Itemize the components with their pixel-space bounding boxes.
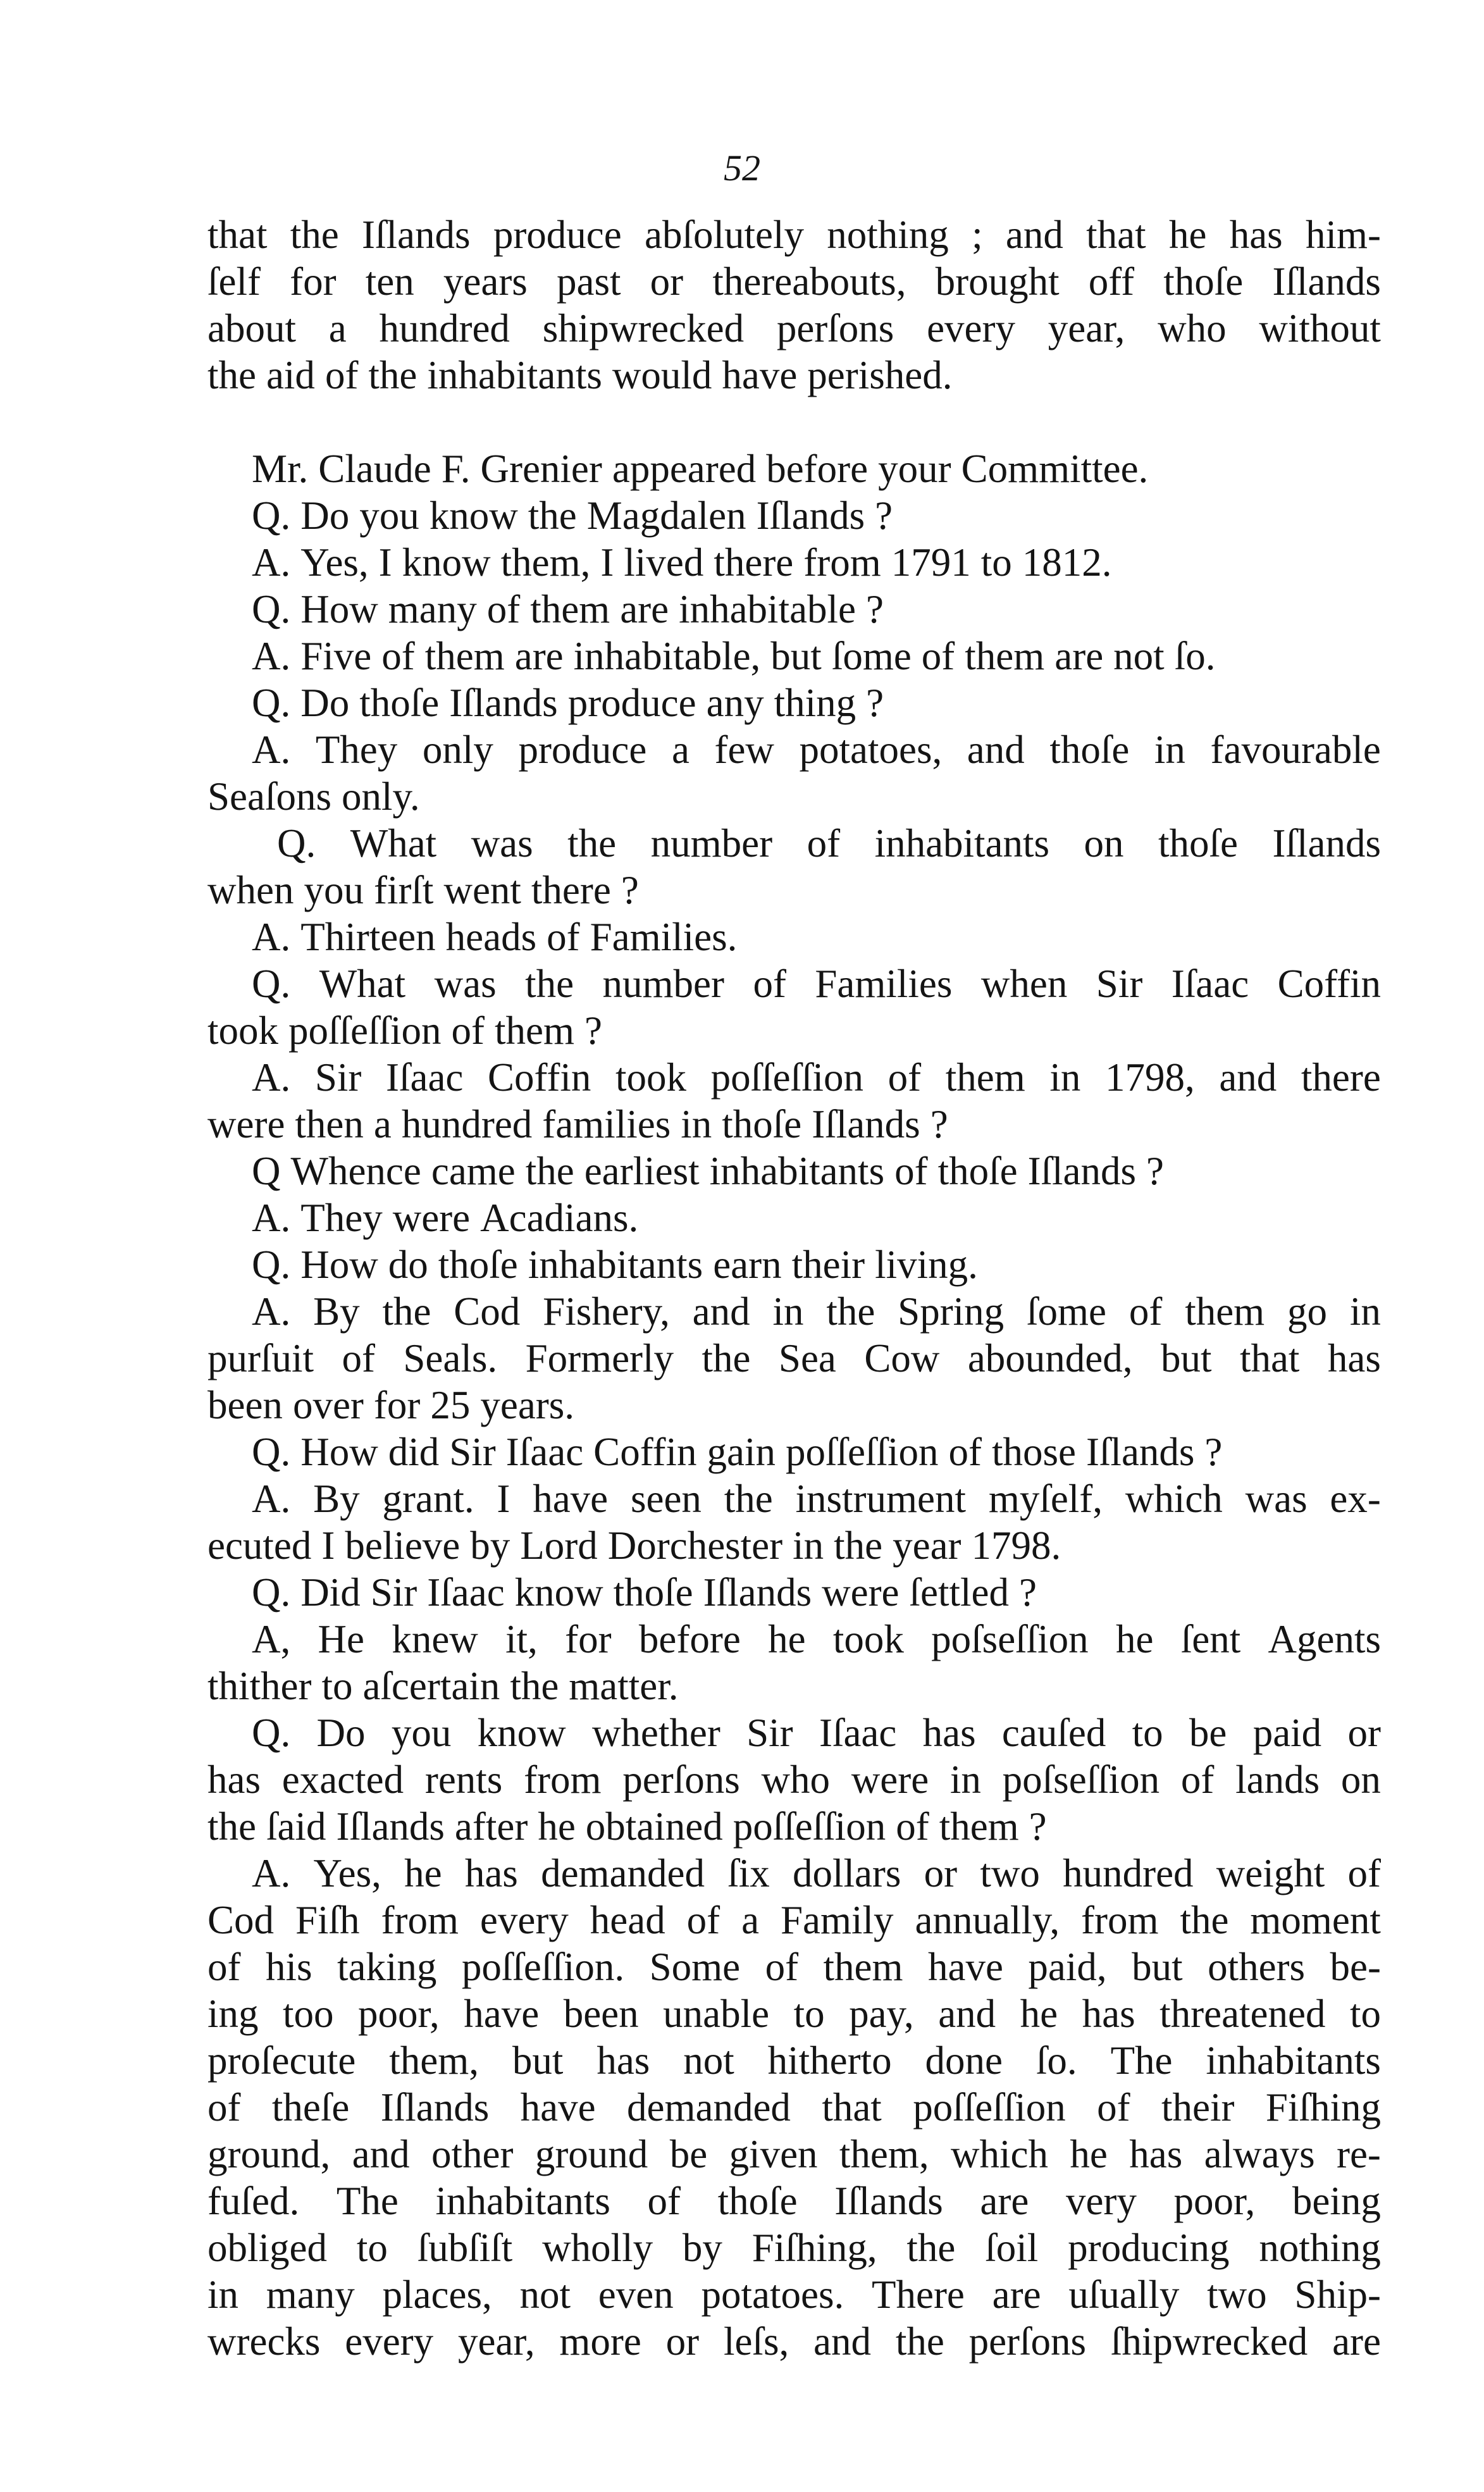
- text-line: that the Iſlands produce abſolutely nothing ; and that he has him-: [207, 213, 1381, 257]
- text-line: ing too poor, have been unable to pay, and he has threatened to: [207, 1992, 1381, 2036]
- text-line: ſelf for ten years past or thereabouts, brought off thoſe Iſlands: [207, 259, 1381, 304]
- text-line: fuſed. The inhabitants of thoſe Iſlands are very poor, being: [207, 2179, 1381, 2223]
- text-line: Q. Do you know the Magdalen Iſlands ?: [252, 493, 893, 538]
- text-line: Seaſons only.: [207, 774, 420, 819]
- text-line: Q. What was the number of Families when Sir Iſaac Coffin: [252, 962, 1381, 1006]
- text-line: Q. How do thoſe inhabitants earn their living.: [252, 1243, 978, 1287]
- text-line: A. Yes, I know them, I lived there from 1791 to 1812.: [252, 540, 1112, 585]
- text-line: Cod Fiſh from every head of a Family annually, from the moment: [207, 1898, 1381, 1942]
- text-line: obliged to ſubſiſt wholly by Fiſhing, the ſoil producing nothing: [207, 2226, 1381, 2270]
- text-line: A. By the Cod Fishery, and in the Spring ſome of them go in: [252, 1289, 1381, 1334]
- page-number: 52: [724, 147, 760, 189]
- text-line: A. Five of them are inhabitable, but ſome of them are not ſo.: [252, 634, 1216, 678]
- text-line: were then a hundred families in thoſe Iſlands ?: [207, 1102, 948, 1146]
- text-line: Q Whence came the earliest inhabitants of thoſe Iſlands ?: [252, 1149, 1164, 1193]
- text-line: the ſaid Iſlands after he obtained poſſeſſion of them ?: [207, 1804, 1047, 1849]
- text-line: A. They only produce a few potatoes, and thoſe in favourable: [252, 728, 1381, 772]
- text-line: Q. How did Sir Iſaac Coffin gain poſſeſſion of those Iſlands ?: [252, 1430, 1223, 1474]
- text-line: has exacted rents from perſons who were in poſseſſion of lands on: [207, 1757, 1381, 1802]
- text-line: of his taking poſſeſſion. Some of them have paid, but others be-: [207, 1945, 1381, 1989]
- text-line: of theſe Iſlands have demanded that poſſeſſion of their Fiſhing: [207, 2085, 1381, 2129]
- text-line: been over for 25 years.: [207, 1383, 575, 1427]
- text-line: about a hundred shipwrecked perſons every year, who without: [207, 306, 1381, 350]
- body-text: [207, 211, 1381, 2365]
- text-line: took poſſeſſion of them ?: [207, 1008, 602, 1053]
- text-line: Mr. Claude F. Grenier appeared before your Committee.: [252, 447, 1149, 491]
- text-line: A. Thirteen heads of Families.: [252, 915, 738, 959]
- text-line: A. Yes, he has demanded ſix dollars or two hundred weight of: [252, 1851, 1381, 1895]
- text-line: A, He knew it, for before he took poſseſſion he ſent Agents: [252, 1617, 1381, 1661]
- text-line: ecuted I believe by Lord Dorchester in the year 1798.: [207, 1523, 1061, 1568]
- text-line: Q. How many of them are inhabitable ?: [252, 587, 884, 631]
- text-line: A. Sir Iſaac Coffin took poſſeſſion of them in 1798, and there: [252, 1055, 1381, 1100]
- text-line: when you firſt went there ?: [207, 868, 639, 912]
- text-line: A. They were Acadians.: [252, 1196, 639, 1240]
- text-line: purſuit of Seals. Formerly the Sea Cow abounded, but that has: [207, 1336, 1381, 1380]
- text-line: Q. Do you know whether Sir Iſaac has cauſed to be paid or: [252, 1711, 1381, 1755]
- text-line: Q. What was the number of inhabitants on thoſe Iſlands: [277, 821, 1381, 865]
- text-line: proſecute them, but has not hitherto done ſo. The inhabitants: [207, 2038, 1381, 2083]
- text-line: thither to aſcertain the matter.: [207, 1664, 679, 1708]
- text-line: the aid of the inhabitants would have perished.: [207, 353, 953, 397]
- text-line: in many places, not even potatoes. There are uſually two Ship-: [207, 2272, 1381, 2317]
- text-line: A. By grant. I have seen the instrument myſelf, which was ex-: [252, 1477, 1381, 1521]
- text-line: Q. Do thoſe Iſlands produce any thing ?: [252, 681, 884, 725]
- text-line: wrecks every year, more or leſs, and the perſons ſhipwrecked are: [207, 2319, 1381, 2364]
- text-line: Q. Did Sir Iſaac know thoſe Iſlands were ſettled ?: [252, 1570, 1037, 1615]
- text-line: ground, and other ground be given them, which he has always re-: [207, 2132, 1381, 2176]
